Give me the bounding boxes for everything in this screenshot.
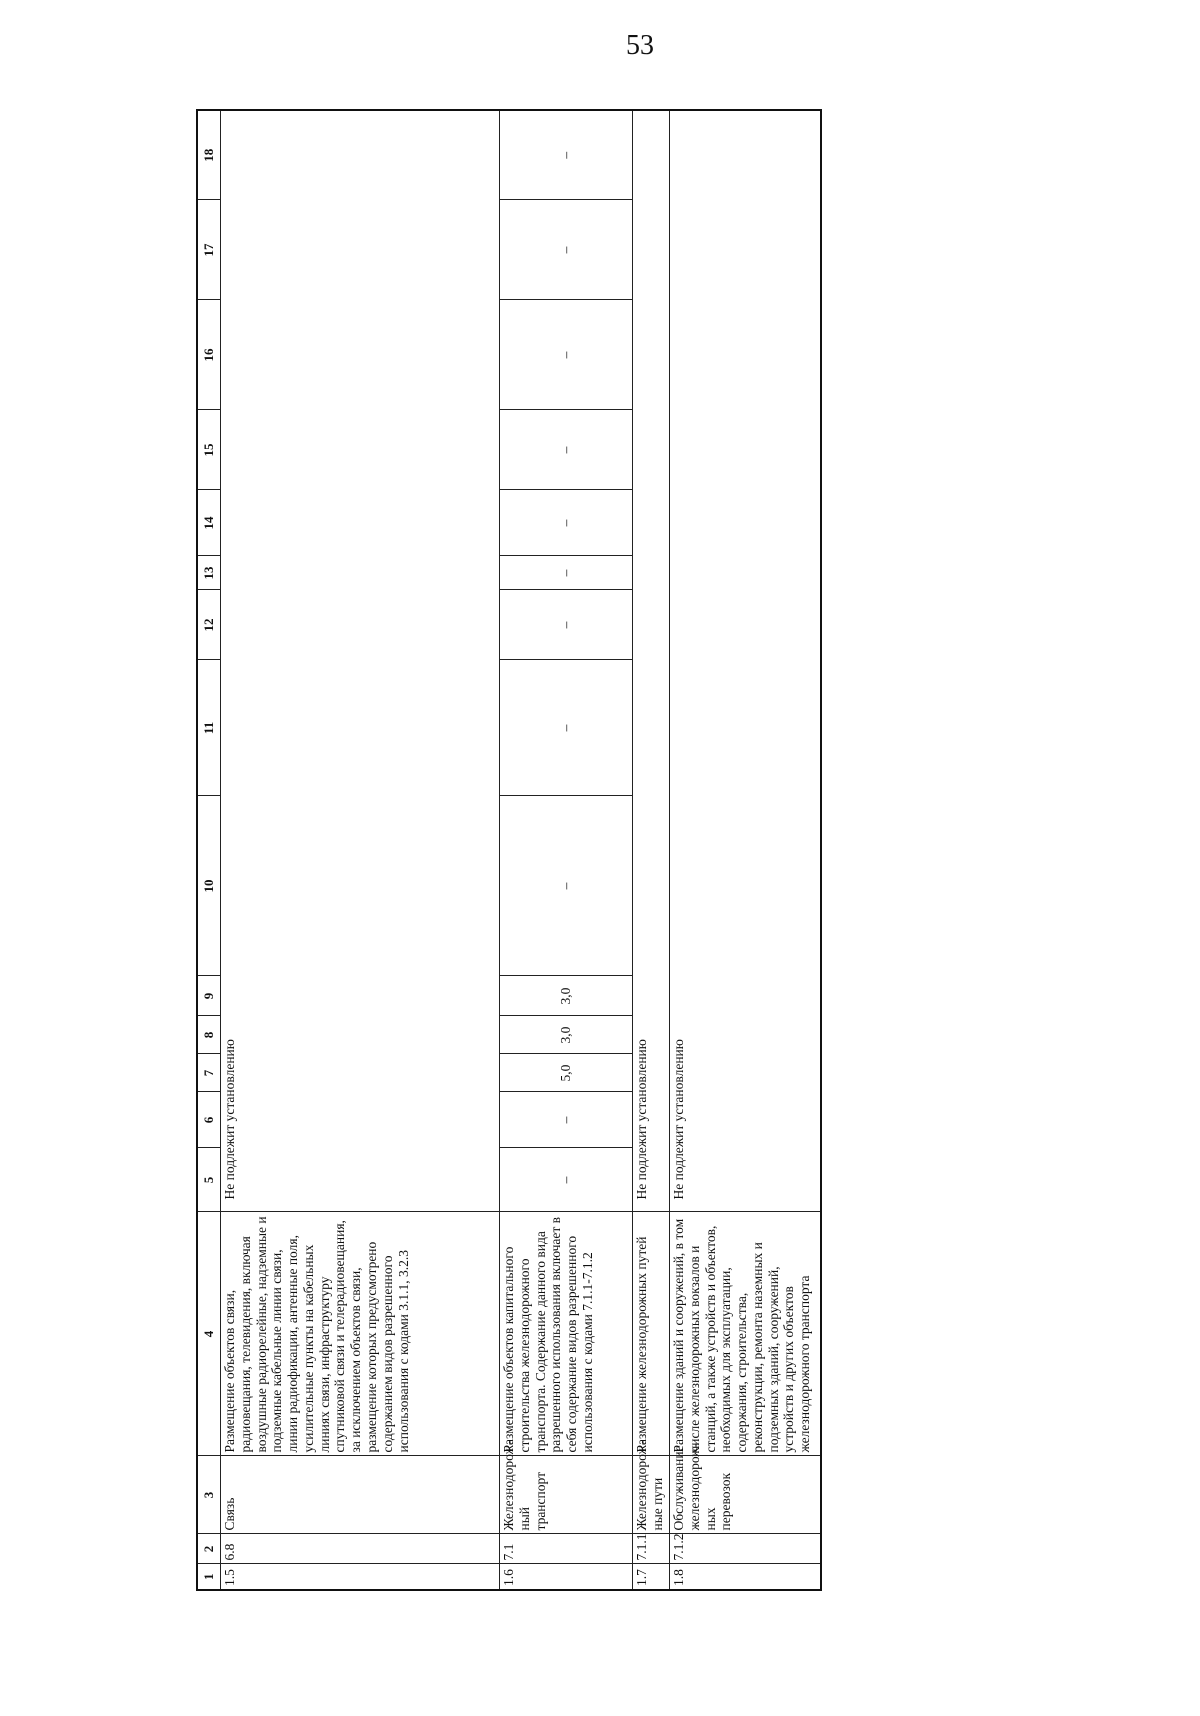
column-header: 1 [197,1564,221,1590]
column-header: 17 [197,200,221,300]
column-header: 13 [197,556,221,590]
use-name: Железнодорож-ный транспорт [500,1456,633,1534]
row-number: 1.7 [633,1564,670,1590]
page-number: 53 [626,30,654,61]
use-name: Связь [221,1456,500,1534]
column-header: 15 [197,410,221,490]
table-cell: – [500,110,633,200]
use-code: 7.1.2 [670,1534,822,1564]
header-row [197,110,221,1590]
column-header: 3 [197,1456,221,1534]
not-applicable-note: Не подлежит установлению [221,110,500,1212]
column-header: 2 [197,1534,221,1564]
use-code: 7.1 [500,1534,633,1564]
column-header: 7 [197,1054,221,1092]
not-applicable-note: Не подлежит установлению [670,110,822,1212]
table-cell: – [500,796,633,976]
column-header: 10 [197,796,221,976]
column-header: 9 [197,976,221,1016]
column-header: 5 [197,1148,221,1212]
column-header: 14 [197,490,221,556]
column-header: 11 [197,660,221,796]
table-cell: 5,0 [500,1054,633,1092]
table-row [500,110,633,1590]
row-number: 1.5 [221,1564,500,1590]
column-header: 12 [197,590,221,660]
not-applicable-note: Не подлежит установлению [633,110,670,1212]
table-cell: – [500,490,633,556]
table-cell: – [500,590,633,660]
use-name: Обслуживание железнодорож-ных перевозок [670,1456,822,1534]
column-header: 4 [197,1212,221,1456]
table-cell: 3,0 [500,1016,633,1054]
use-description: Размещение зданий и сооружений, в том числе железнодорожных вокзалов и станций, а также устройств и объектов, необходимых для эксплуатации, содержания, строительства, реконструкции, ремонта наземных и подземных зданий, сооружений, устройств и других объектов железнодорожного транспорта [670,1212,822,1456]
rotated-table-container [196,111,816,1591]
column-header: 18 [197,110,221,200]
row-number: 1.6 [500,1564,633,1590]
use-name: Железнодорож-ные пути [633,1456,670,1534]
use-description: Размещение объектов капитального строительства железнодорожного транспорта. Содержание данного вида разрешенного использования включает в себя содержание видов разрешенного использования с кодами 7.1.1-7.1.2 [500,1212,633,1456]
table-row [221,110,500,1590]
column-header: 16 [197,300,221,410]
table-cell: – [500,1148,633,1212]
table-cell: – [500,200,633,300]
table-cell: – [500,300,633,410]
table-row [670,110,822,1590]
table-cell: – [500,410,633,490]
use-code: 6.8 [221,1534,500,1564]
table-cell: – [500,660,633,796]
use-description: Размещение железнодорожных путей [633,1212,670,1456]
table-row [633,110,670,1590]
column-header: 6 [197,1092,221,1148]
column-header: 8 [197,1016,221,1054]
use-description: Размещение объектов связи, радиовещания, телевидения, включая воздушные радиорелейные, надземные и подземные кабельные линии связи, линии радиофикации, антенные поля, усилительные пункты на кабельных линиях связи, инфраструктуру спутниковой связи и телерадиовещания, за исключением объектов связи, размещение которых предусмотрено содержанием видов разрешенного использования с кодами 3.1.1, 3.2.3 [221,1212,500,1456]
row-number: 1.8 [670,1564,822,1590]
table-cell: – [500,1092,633,1148]
table-cell: – [500,556,633,590]
regulations-table [196,109,822,1591]
use-code: 7.1.1 [633,1534,670,1564]
table-cell: 3,0 [500,976,633,1016]
